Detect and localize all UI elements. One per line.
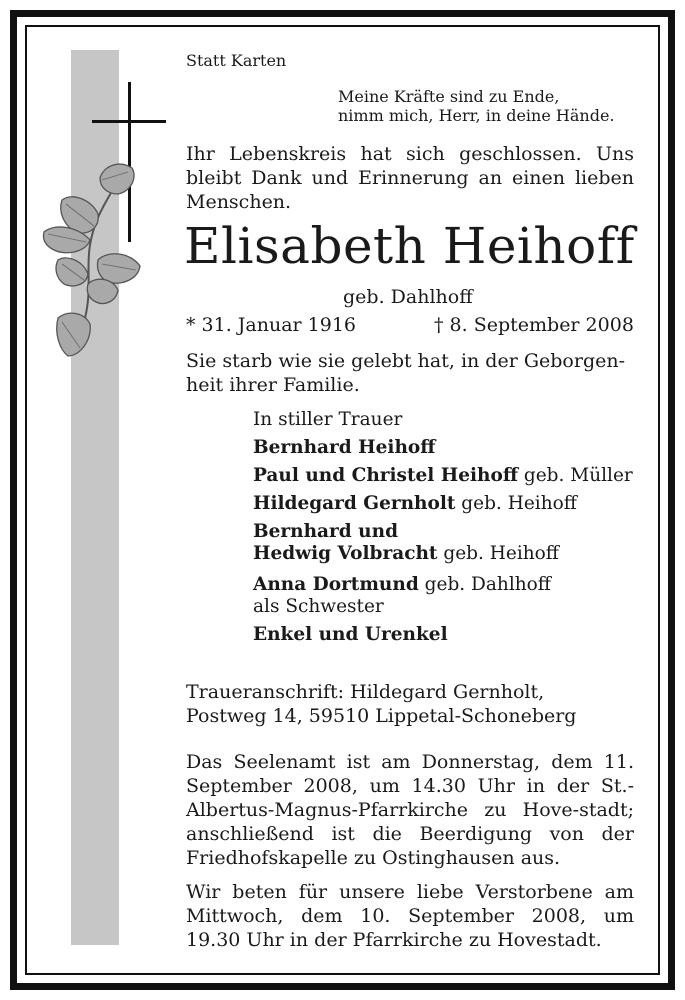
cross-vertical-icon — [128, 82, 131, 242]
mourner-name: Bernhard Heihoff — [253, 437, 436, 458]
mourner-entry — [253, 493, 577, 515]
mourner-name-line-1: Bernhard und — [253, 521, 399, 542]
mourner-relation: als Schwester — [253, 596, 384, 617]
death-date: † 8. September 2008 — [434, 314, 634, 336]
death-note-line-1: Sie starb wie sie gelebt hat, in der Geborgen- — [186, 350, 626, 372]
mourner-entry — [253, 543, 559, 565]
mourner-birth-name: geb. Heihoff — [437, 543, 559, 564]
birth-name: geb. Dahlhoff — [343, 286, 473, 308]
verse-line-1: Meine Kräfte sind zu Ende, — [338, 87, 560, 106]
mourner-birth-name: geb. Heihoff — [455, 493, 577, 514]
mourner-name: Hildegard Gernholt — [253, 493, 456, 514]
address-line-2: Postweg 14, 59510 Lippetal-Schoneberg — [186, 705, 577, 727]
birth-date: * 31. Januar 1916 — [186, 314, 357, 336]
verse-line-2: nimm mich, Herr, in deine Hände. — [338, 106, 615, 125]
death-note-line-2: heit ihrer Familie. — [186, 374, 360, 396]
mourner-entry — [253, 465, 633, 487]
address-line-1: Traueranschrift: Hildegard Gernholt, — [186, 681, 545, 703]
mourner-birth-name: geb. Dahlhoff — [418, 574, 551, 595]
mourner-name: Anna Dortmund — [253, 574, 419, 595]
deceased-name: Elisabeth Heihoff — [184, 217, 635, 275]
mourners-heading: In stiller Trauer — [253, 409, 403, 430]
statt-karten: Statt Karten — [186, 51, 287, 70]
mourner-birth-name: geb. Müller — [518, 465, 633, 486]
mourner-name: Paul und Christel Heihoff — [253, 465, 518, 486]
service-text: Das Seelenamt ist am Donnerstag, dem 11. September 2008, um 14.30 Uhr in der St.-Albertus-Magnus-Pfarrkirche zu Hove-stadt; anschließend ist die Beerdigung von der Friedhofskapelle zu Ostinghausen aus. — [186, 751, 634, 869]
mourner-name: Enkel und Urenkel — [253, 624, 448, 645]
cross-horizontal-icon — [92, 120, 166, 123]
intro-text: Ihr Lebenskreis hat sich geschlossen. Uns bleibt Dank und Erinnerung an einen lieben Menschen. — [186, 143, 634, 213]
mourner-name-line-2: Hedwig Volbracht — [253, 543, 438, 564]
leaves-icon — [43, 164, 140, 356]
mourner-entry — [253, 574, 551, 596]
prayer-text: Wir beten für unsere liebe Verstorbene am Mittwoch, dem 10. September 2008, um 19.30 Uhr in der Pfarrkirche zu Hovestadt. — [186, 881, 634, 951]
